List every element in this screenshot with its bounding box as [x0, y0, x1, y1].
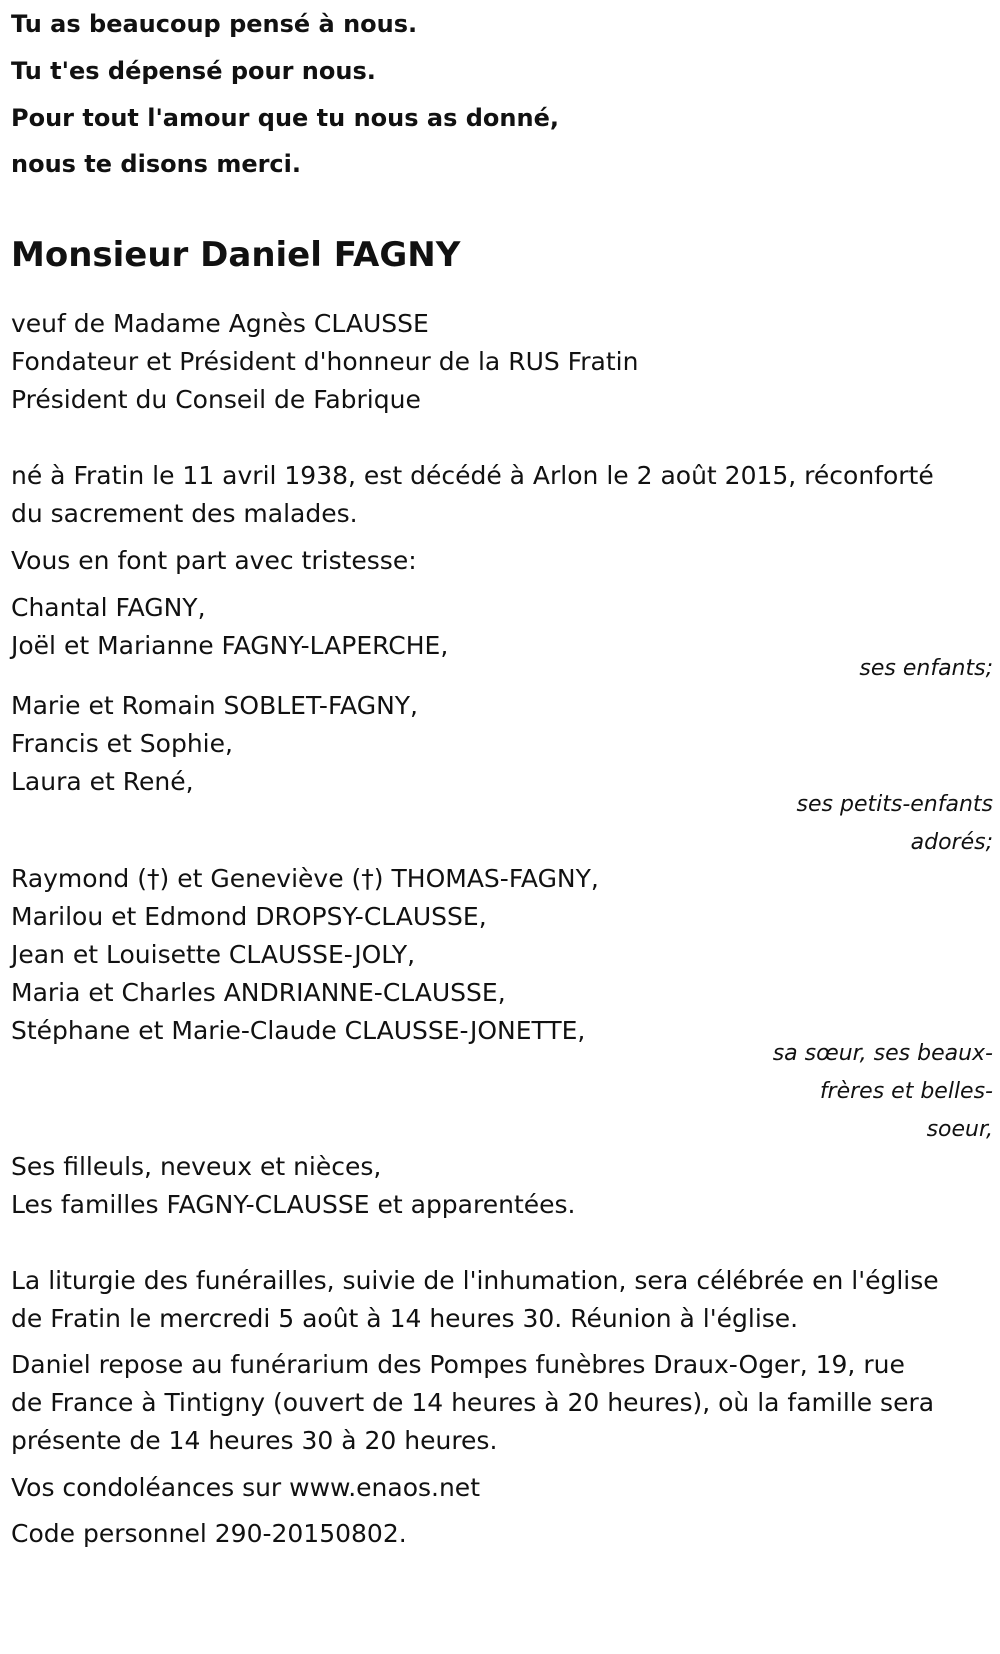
birth-death-line: du sacrement des malades. — [11, 499, 358, 528]
family-name: Marie et Romain SOBLET-FAGNY, — [11, 691, 418, 720]
relation-label: adorés; — [910, 830, 993, 855]
title-line: veuf de Madame Agnès CLAUSSE — [11, 309, 429, 338]
relation-label: ses enfants; — [859, 656, 993, 681]
relation-label: frères et belles- — [819, 1079, 993, 1104]
family-name: Les familles FAGNY-CLAUSSE et apparentées. — [11, 1190, 576, 1219]
poem-line: Tu as beaucoup pensé à nous. — [11, 10, 418, 38]
family-name: Raymond (†) et Geneviève (†) THOMAS-FAGNY, — [11, 864, 599, 893]
family-name: Laura et René, — [11, 767, 194, 796]
relation-label: sa sœur, ses beaux- — [772, 1041, 993, 1066]
family-name: Stéphane et Marie-Claude CLAUSSE-JONETTE, — [11, 1016, 586, 1045]
title-line: Président du Conseil de Fabrique — [11, 385, 421, 414]
repose-line: présente de 14 heures 30 à 20 heures. — [11, 1426, 498, 1455]
personal-code: Code personnel 290-20150802. — [11, 1519, 407, 1548]
family-name: Jean et Louisette CLAUSSE-JOLY, — [11, 940, 416, 969]
birth-death-line: né à Fratin le 11 avril 1938, est décédé à Arlon le 2 août 2015, réconforté — [11, 461, 934, 490]
relation-label: soeur, — [926, 1117, 993, 1142]
poem-line: Tu t'es dépensé pour nous. — [11, 57, 376, 85]
funeral-line: de Fratin le mercredi 5 août à 14 heures 30. Réunion à l'église. — [11, 1304, 799, 1333]
family-name: Ses filleuls, neveux et nièces, — [11, 1152, 382, 1181]
poem-line: nous te disons merci. — [11, 150, 302, 178]
family-name: Chantal FAGNY, — [11, 593, 206, 622]
condolences-text: Vos condoléances sur www.enaos.net — [11, 1473, 480, 1502]
repose-line: de France à Tintigny (ouvert de 14 heures à 20 heures), où la famille sera — [11, 1388, 935, 1417]
repose-line: Daniel repose au funérarium des Pompes funèbres Draux-Oger, 19, rue — [11, 1350, 905, 1379]
funeral-line: La liturgie des funérailles, suivie de l'inhumation, sera célébrée en l'église — [11, 1266, 939, 1295]
deceased-name: Monsieur Daniel FAGNY — [11, 235, 461, 275]
family-name: Maria et Charles ANDRIANNE-CLAUSSE, — [11, 978, 506, 1007]
family-name: Joël et Marianne FAGNY-LAPERCHE, — [11, 631, 449, 660]
title-line: Fondateur et Président d'honneur de la RUS Fratin — [11, 347, 639, 376]
family-name: Marilou et Edmond DROPSY-CLAUSSE, — [11, 902, 487, 931]
announcement: Vous en font part avec tristesse: — [11, 546, 417, 575]
relation-label: ses petits-enfants — [796, 792, 993, 817]
family-name: Francis et Sophie, — [11, 729, 233, 758]
poem-line: Pour tout l'amour que tu nous as donné, — [11, 104, 559, 132]
